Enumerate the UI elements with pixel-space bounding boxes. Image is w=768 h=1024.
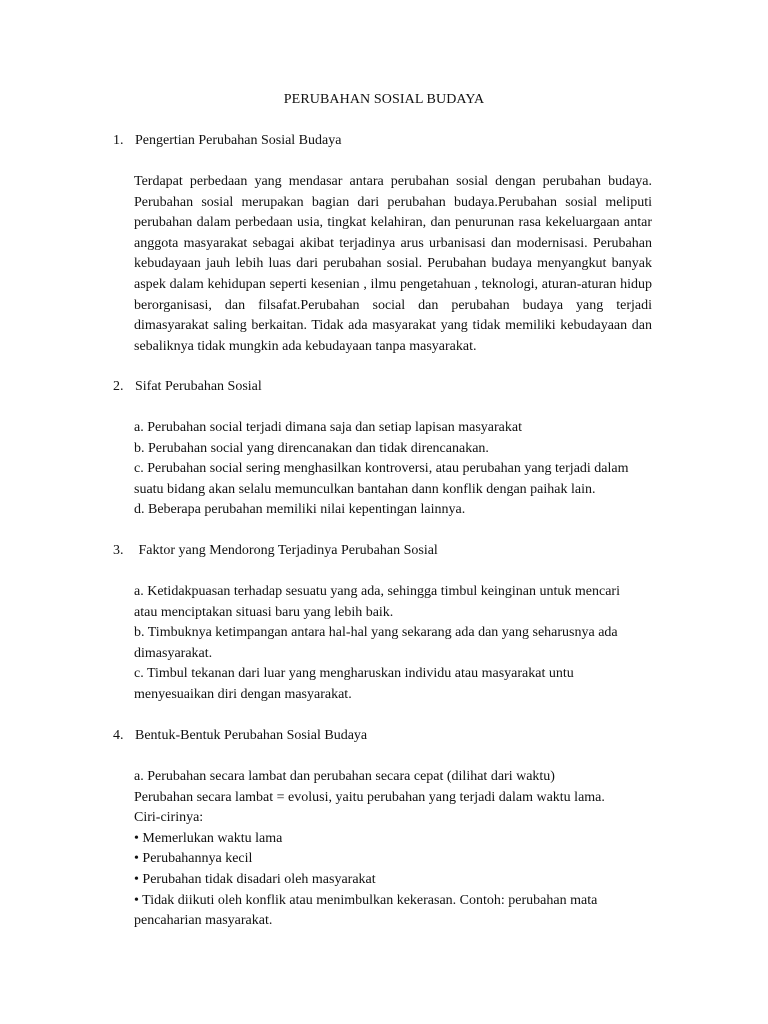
section-number: 4. [113,728,124,743]
bullet-item: • Memerlukan waktu lama [134,830,283,846]
list-line: b. Perubahan social yang direncanakan dan tidak direncanakan. [134,440,489,456]
section-number: 1. [113,133,124,148]
list-line: atau menciptakan situasi baru yang lebih baik. [134,604,394,620]
list-line: c. Timbul tekanan dari luar yang mengharuskan individu atau masyarakat untu [134,666,574,682]
list-line: dimasyarakat. [134,645,213,661]
section-heading-text: Sifat Perubahan Sosial [135,379,262,394]
section-4-list [134,767,652,932]
section-heading-text: Bentuk-Bentuk Perubahan Sosial Budaya [135,728,368,743]
section-3-list [134,582,652,706]
section-number: 2. [113,379,124,394]
list-line: a. Perubahan secara lambat dan perubahan secara cepat (dilihat dari waktu) [134,769,555,784]
bullet-item: • Perubahannya kecil [134,851,253,867]
list-line: Ciri-cirinya: [134,810,204,826]
section-heading-3 [113,541,438,562]
section-heading-text: Faktor yang Mendorong Terjadinya Perubahan Sosial [135,543,438,558]
paragraph-text: Terdapat perbedaan yang mendasar antara perubahan sosial dengan perubahan budaya. Perubahan sosial merupakan bagian dari perubahan budaya.Perubahan sosial meliputi perubahan dalam perbedaan usia, tingkat kelahiran, dan penurunan rasa kekeluargaan antar anggota masyarakat sebagai akibat terjadinya arus urbanisasi dan modernisasi. Perubahan kebudayaan jauh lebih luas dari perubahan sosial. Perubahan budaya menyangkut banyak aspek dalam kehidupan seperti kesenian , ilmu pengetahuan , teknologi, aturan-aturan hidup berorganisasi, dan filsafat.Perubahan social dan perubahan budaya yang terjadi dimasyarakat saling berkaitan. Tidak ada masyarakat yang tidak memiliki kebudayaan dan sebaliknya tidak mungkin ada kebudayaan tanpa masyarakat. [134,174,652,354]
bullet-item: • Perubahan tidak disadari oleh masyarakat [134,871,376,887]
list-line: c. Perubahan social sering menghasilkan kontroversi, atau perubahan yang terjadi dalam [134,461,629,477]
section-2-list [134,418,652,521]
list-line: pencaharian masyarakat. [134,913,273,929]
list-line: d. Beberapa perubahan memiliki nilai kepentingan lainnya. [134,502,466,518]
section-heading-text: Pengertian Perubahan Sosial Budaya [135,133,342,148]
section-heading-1 [113,131,341,152]
list-line: suatu bidang akan selalu memunculkan bantahan dann konflik dengan paihak lain. [134,481,596,497]
section-number: 3. [113,543,124,558]
section-heading-2 [113,377,262,398]
list-line: a. Ketidakpuasan terhadap sesuatu yang ada, sehingga timbul keinginan untuk mencari [134,584,620,599]
list-line: b. Timbuknya ketimpangan antara hal-hal yang sekarang ada dan yang seharusnya ada [134,625,618,641]
section-heading-4 [113,726,367,747]
list-line: a. Perubahan social terjadi dimana saja dan setiap lapisan masyarakat [134,420,522,435]
bullet-item: • Tidak diikuti oleh konflik atau menimbulkan kekerasan. Contoh: perubahan mata [134,892,598,908]
list-line: Perubahan secara lambat = evolusi, yaitu perubahan yang terjadi dalam waktu lama. [134,789,605,805]
list-line: menyesuaikan diri dengan masyarakat. [134,686,352,702]
document-title: PERUBAHAN SOSIAL BUDAYA [283,92,485,107]
section-1-paragraph [134,172,652,357]
